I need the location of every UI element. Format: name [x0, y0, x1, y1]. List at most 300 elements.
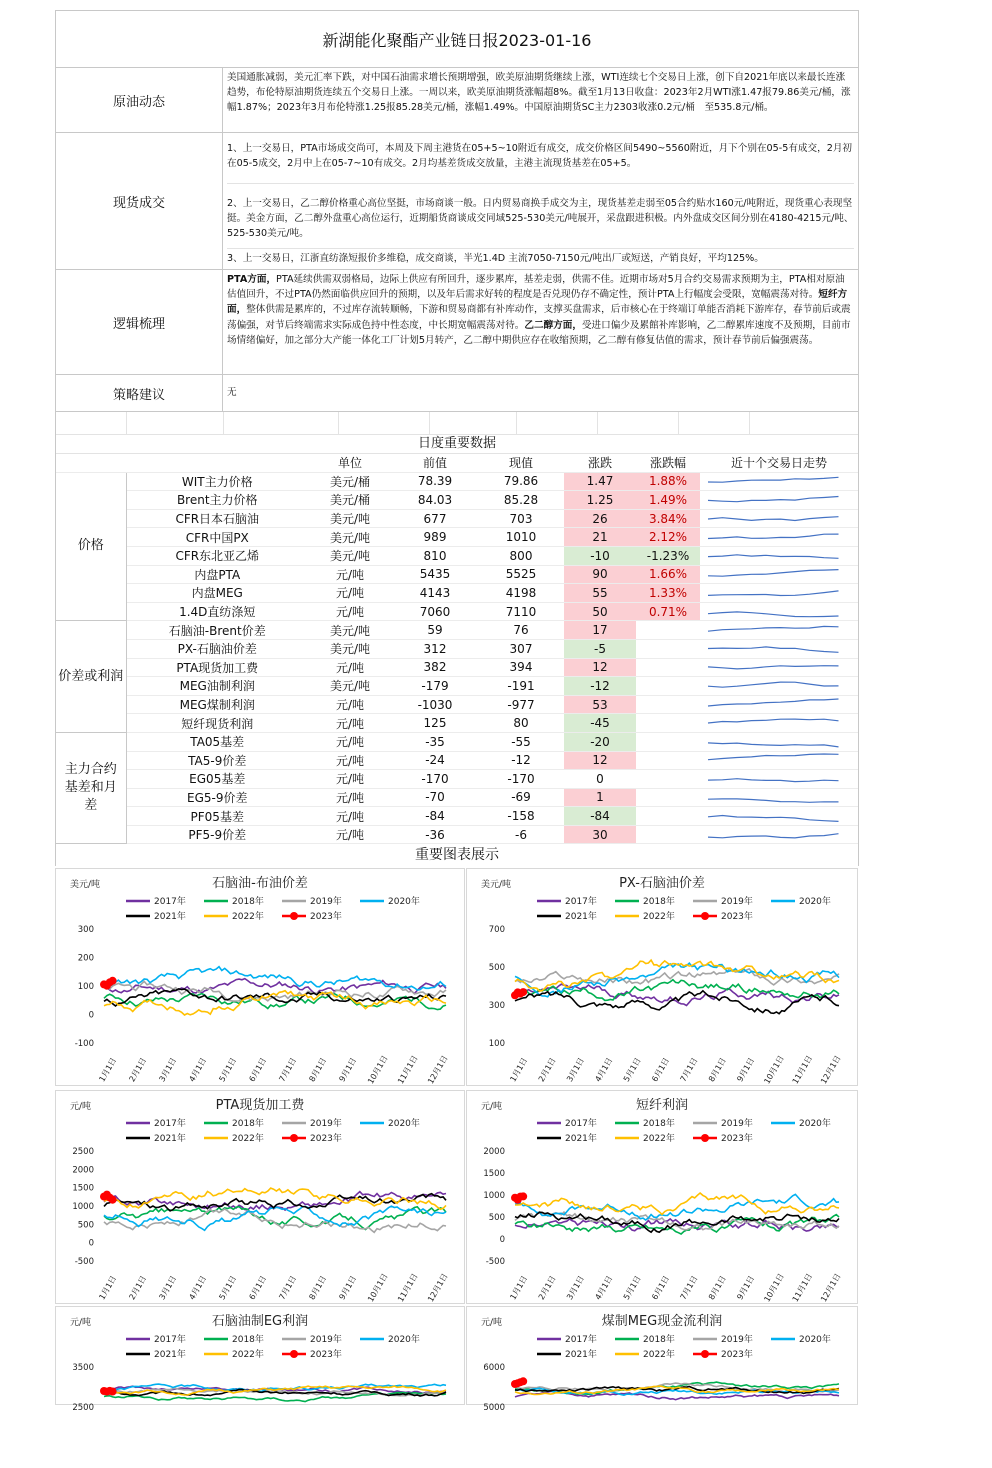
table-row: [56, 639, 858, 658]
sparkline-path: [708, 496, 839, 501]
item-name: EG5-9价差: [126, 788, 308, 807]
y-tick-label: 3500: [72, 1363, 94, 1373]
sparkline-path: [708, 682, 839, 687]
prev-value: 125: [392, 714, 478, 733]
unit-cell: 元/吨: [308, 714, 392, 733]
prev-value: 4143: [392, 584, 478, 603]
y-tick-label: 300: [77, 925, 94, 935]
sparkline-path: [708, 516, 839, 520]
legend-label: 2020年: [799, 1119, 831, 1129]
unit-cell: 元/吨: [308, 602, 392, 621]
chg-value: -20: [564, 732, 636, 751]
legend-marker: [701, 1350, 709, 1358]
x-tick-label: 12月1日: [426, 1053, 450, 1086]
series-point: [109, 1196, 117, 1204]
chg-value: -45: [564, 714, 636, 733]
unit-cell: 元/吨: [308, 788, 392, 807]
table-row: [56, 602, 858, 621]
item-name: PF05基差: [126, 807, 308, 826]
legend-label: 2019年: [721, 1335, 753, 1345]
pct-value: [636, 639, 700, 658]
trend-sparkline: [700, 602, 858, 621]
trend-sparkline: [700, 565, 858, 584]
x-tick-label: 3月1日: [565, 1274, 587, 1302]
legend-label: 2020年: [388, 1119, 420, 1129]
x-tick-label: 8月1日: [307, 1056, 329, 1084]
unit-cell: 美元/吨: [308, 621, 392, 640]
table-row: [56, 491, 858, 510]
table-row: [56, 472, 858, 491]
trend-sparkline: [700, 770, 858, 789]
item-name: WIT主力价格: [126, 472, 308, 491]
trend-sparkline: [700, 546, 858, 565]
section-text: 2、上一交易日，乙二醇价格重心高位坚挺，市场商谈一般。日内贸易商换手成交为主，现货基差走弱至05合约贴水160元/吨附近，现货重心表现坚挺。美金方面，乙二醇外盘重心高位运行，近期船货商谈成交同域525-530美元/吨展开，采盘跟进积极。内外盘成交区间分别在4180-4215元/吨、525-530美元/吨。: [227, 184, 854, 249]
legend-label: 2019年: [721, 897, 753, 907]
legend-label: 2018年: [232, 1335, 264, 1345]
series-line: [515, 984, 839, 1005]
chart-title: PX-石脑油价差: [619, 876, 705, 891]
daily-data-table: [56, 454, 858, 844]
chg-value: 17: [564, 621, 636, 640]
spacer-row: [56, 412, 858, 435]
sparkline-path: [708, 555, 839, 559]
y-tick-label: 100: [488, 1039, 505, 1049]
legend-marker: [290, 1134, 298, 1142]
prev-value: 382: [392, 658, 478, 677]
sparkline-path: [708, 478, 839, 483]
y-tick-label: 1500: [72, 1183, 94, 1194]
item-name: CFR日本石脑油: [126, 509, 308, 528]
x-tick-label: 12月1日: [426, 1271, 450, 1304]
trend-sparkline: [700, 658, 858, 677]
chart-title: PTA现货加工费: [215, 1098, 305, 1113]
x-tick-label: 8月1日: [307, 1274, 329, 1302]
x-tick-label: 8月1日: [706, 1274, 728, 1302]
table-row: [56, 714, 858, 733]
legend-label: 2021年: [565, 912, 597, 922]
cur-value: 76: [478, 621, 564, 640]
pct-value: [636, 825, 700, 844]
chg-value: 90: [564, 565, 636, 584]
series-point: [519, 1377, 527, 1385]
prev-value: -170: [392, 770, 478, 789]
chart-unit: 美元/吨: [70, 880, 101, 890]
legend-label: 2017年: [154, 897, 186, 907]
cur-value: 85.28: [478, 491, 564, 510]
trend-sparkline: [700, 621, 858, 640]
pct-value: 1.66%: [636, 565, 700, 584]
cur-value: -158: [478, 807, 564, 826]
x-tick-label: 7月1日: [277, 1056, 299, 1084]
cur-value: 1010: [478, 528, 564, 547]
item-name: 1.4D直纺涤短: [126, 602, 308, 621]
chart-title: 石脑油-布油价差: [212, 876, 308, 891]
pct-value: 1.49%: [636, 491, 700, 510]
section-logic: [56, 270, 858, 375]
pct-value: 2.12%: [636, 528, 700, 547]
chg-value: -12: [564, 677, 636, 696]
y-tick-label: 0: [88, 1238, 94, 1249]
chart-title: 短纤利润: [635, 1098, 689, 1113]
cur-value: 5525: [478, 565, 564, 584]
prev-value: 7060: [392, 602, 478, 621]
chart-5: [466, 1306, 858, 1413]
legend-label: 2021年: [565, 1350, 597, 1360]
chg-value: -10: [564, 546, 636, 565]
logic-lead: 乙二醇方面，: [524, 319, 582, 331]
table-row: [56, 565, 858, 584]
trend-sparkline: [700, 825, 858, 844]
legend-label: 2021年: [565, 1134, 597, 1144]
legend-label: 2018年: [643, 1335, 675, 1345]
item-name: PTA现货加工费: [126, 658, 308, 677]
charts-title: 重要图表展示: [415, 847, 499, 864]
x-tick-label: 10月1日: [366, 1271, 390, 1304]
x-tick-label: 1月1日: [508, 1274, 530, 1302]
unit-cell: 美元/吨: [308, 528, 392, 547]
legend-label: 2017年: [154, 1335, 186, 1345]
trend-sparkline: [700, 584, 858, 603]
x-tick-label: 7月1日: [678, 1056, 700, 1084]
x-tick-label: 4月1日: [593, 1274, 615, 1302]
chart-0: [55, 868, 465, 1086]
prev-value: 312: [392, 639, 478, 658]
legend-label: 2019年: [310, 1335, 342, 1345]
legend-label: 2023年: [310, 1134, 342, 1144]
item-name: TA05基差: [126, 732, 308, 751]
legend-marker: [290, 1350, 298, 1358]
sparkline-path: [708, 743, 839, 747]
unit-cell: 元/吨: [308, 825, 392, 844]
unit-cell: 元/吨: [308, 751, 392, 770]
section-spot: [56, 133, 858, 270]
header-pct: 涨跌幅: [636, 454, 700, 472]
legend-label: 2022年: [643, 912, 675, 922]
chg-value: 21: [564, 528, 636, 547]
y-tick-label: 1000: [72, 1202, 94, 1212]
pct-value: [636, 788, 700, 807]
x-tick-label: 11月1日: [396, 1271, 420, 1304]
section-text: 无: [227, 387, 237, 399]
x-tick-label: 9月1日: [337, 1056, 359, 1084]
daily-header-row: [56, 454, 858, 472]
y-tick-label: 0: [88, 1010, 94, 1021]
x-tick-label: 7月1日: [678, 1274, 700, 1302]
sparkline-path: [708, 754, 839, 760]
table-row: [56, 658, 858, 677]
legend-label: 2022年: [643, 1134, 675, 1144]
header-trend: 近十个交易日走势: [700, 454, 858, 472]
group-label: 价格: [56, 472, 126, 621]
chart-unit: 元/吨: [70, 1318, 92, 1328]
item-name: PX-石脑油价差: [126, 639, 308, 658]
x-tick-label: 9月1日: [337, 1274, 359, 1302]
x-tick-label: 5月1日: [217, 1056, 239, 1084]
x-tick-label: 2月1日: [127, 1056, 149, 1084]
table-row: [56, 770, 858, 789]
y-tick-label: 2500: [72, 1403, 94, 1413]
legend-label: 2023年: [310, 912, 342, 922]
legend-label: 2020年: [799, 1335, 831, 1345]
x-tick-label: 12月1日: [819, 1271, 843, 1304]
sparkline-path: [708, 627, 839, 632]
x-tick-label: 12月1日: [819, 1053, 843, 1086]
item-name: TA5-9价差: [126, 751, 308, 770]
chart-title: 石脑油制EG利润: [211, 1314, 309, 1329]
table-row: [56, 695, 858, 714]
legend-label: 2017年: [565, 1119, 597, 1129]
cur-value: -12: [478, 751, 564, 770]
x-tick-label: 1月1日: [97, 1274, 119, 1302]
section-strategy: [56, 375, 858, 412]
y-tick-label: 6000: [483, 1363, 505, 1373]
x-tick-label: 2月1日: [536, 1274, 558, 1302]
unit-cell: 元/吨: [308, 807, 392, 826]
pct-value: [636, 658, 700, 677]
legend-label: 2023年: [721, 1134, 753, 1144]
chart-unit: 元/吨: [481, 1102, 503, 1112]
x-tick-label: 6月1日: [650, 1056, 672, 1084]
chg-value: 53: [564, 695, 636, 714]
y-tick-label: -500: [485, 1257, 505, 1267]
trend-sparkline: [700, 807, 858, 826]
y-tick-label: 5000: [483, 1403, 505, 1413]
legend-marker: [701, 912, 709, 920]
x-tick-label: 10月1日: [762, 1053, 786, 1086]
table-row: [56, 584, 858, 603]
x-tick-label: 3月1日: [565, 1056, 587, 1084]
cur-value: 80: [478, 714, 564, 733]
y-tick-label: 100: [77, 982, 94, 992]
x-tick-label: 2月1日: [127, 1274, 149, 1302]
item-name: MEG煤制利润: [126, 695, 308, 714]
x-tick-label: 10月1日: [762, 1271, 786, 1304]
pct-value: [636, 714, 700, 733]
unit-cell: 美元/吨: [308, 677, 392, 696]
y-tick-label: -100: [74, 1039, 94, 1049]
cur-value: 703: [478, 509, 564, 528]
pct-value: [636, 807, 700, 826]
legend-label: 2021年: [154, 1134, 186, 1144]
cur-value: -977: [478, 695, 564, 714]
unit-cell: 美元/桶: [308, 472, 392, 491]
unit-cell: 元/吨: [308, 770, 392, 789]
trend-sparkline: [700, 714, 858, 733]
x-tick-label: 5月1日: [621, 1056, 643, 1084]
cur-value: 800: [478, 546, 564, 565]
section-text: 美国通胀减弱，美元汇率下跌，对中国石油需求增长预期增强，欧美原油期货继续上涨，WTI连续七个交易日上涨，创下自2021年底以来最长连涨趋势，布伦特原油期货连续五个交易日上涨。一周以来，欧美原油期货涨幅超8%。截至1月13日收盘：2023年2月WTI涨1.47报79.86美元/桶，涨幅1.87%；2023年3月布伦特涨1.25报85.28美元/桶，涨幅1.49%。中国原油期货SC主力2303收涨0.2元/桶 至535.8元/桶。: [227, 72, 851, 114]
y-tick-label: 700: [488, 925, 505, 935]
legend-label: 2022年: [232, 1134, 264, 1144]
sparkline-path: [708, 833, 839, 837]
sparkline-path: [708, 666, 839, 669]
x-tick-label: 7月1日: [277, 1274, 299, 1302]
legend-label: 2020年: [799, 897, 831, 907]
x-tick-label: 5月1日: [621, 1274, 643, 1302]
item-name: PF5-9价差: [126, 825, 308, 844]
x-tick-label: 6月1日: [247, 1056, 269, 1084]
legend-label: 2019年: [310, 1119, 342, 1129]
group-label: 主力合约基差和月差: [56, 732, 126, 844]
logic-lead: 短纤方面，: [227, 289, 848, 316]
prev-value: -36: [392, 825, 478, 844]
sparkline-path: [708, 591, 839, 596]
legend-label: 2019年: [310, 897, 342, 907]
y-tick-label: 1500: [483, 1169, 505, 1179]
trend-sparkline: [700, 677, 858, 696]
y-tick-label: 2000: [72, 1165, 94, 1176]
item-name: 短纤现货利润: [126, 714, 308, 733]
section-label: 逻辑梳理: [56, 270, 223, 374]
chart-2: [55, 1090, 465, 1304]
cur-value: -69: [478, 788, 564, 807]
trend-sparkline: [700, 639, 858, 658]
series-point: [519, 988, 527, 996]
pct-value: 0.71%: [636, 602, 700, 621]
x-tick-label: 11月1日: [396, 1053, 420, 1086]
chg-value: 55: [564, 584, 636, 603]
legend-label: 2021年: [154, 912, 186, 922]
legend-label: 2017年: [565, 1335, 597, 1345]
unit-cell: 美元/吨: [308, 546, 392, 565]
trend-sparkline: [700, 528, 858, 547]
legend-label: 2020年: [388, 1335, 420, 1345]
sparkline-path: [708, 570, 839, 577]
legend-label: 2017年: [154, 1119, 186, 1129]
x-tick-label: 6月1日: [650, 1274, 672, 1302]
header-unit: 单位: [308, 454, 392, 472]
x-tick-label: 9月1日: [735, 1274, 757, 1302]
unit-cell: 元/吨: [308, 658, 392, 677]
report-sheet: [55, 10, 859, 866]
pct-value: 3.84%: [636, 509, 700, 528]
cur-value: -6: [478, 825, 564, 844]
unit-cell: 元/吨: [308, 732, 392, 751]
trend-sparkline: [700, 751, 858, 770]
legend-label: 2020年: [388, 897, 420, 907]
legend-label: 2019年: [721, 1119, 753, 1129]
section-label: 现货成交: [56, 133, 223, 269]
legend-marker: [290, 912, 298, 920]
section-label: 策略建议: [56, 375, 223, 411]
prev-value: -84: [392, 807, 478, 826]
header-prev: 前值: [392, 454, 478, 472]
table-row: [56, 825, 858, 844]
prev-value: 84.03: [392, 491, 478, 510]
sparkline-path: [708, 699, 839, 706]
pct-value: [636, 695, 700, 714]
table-row: [56, 546, 858, 565]
legend-label: 2017年: [565, 897, 597, 907]
table-row: [56, 732, 858, 751]
x-tick-label: 4月1日: [187, 1274, 209, 1302]
unit-cell: 元/吨: [308, 565, 392, 584]
item-name: CFR中国PX: [126, 528, 308, 547]
chart-unit: 美元/吨: [481, 880, 512, 890]
x-tick-label: 3月1日: [157, 1274, 179, 1302]
series-point: [519, 1192, 527, 1200]
prev-value: -179: [392, 677, 478, 696]
legend-label: 2021年: [154, 1350, 186, 1360]
pct-value: [636, 621, 700, 640]
section-crude: [56, 68, 858, 133]
x-tick-label: 5月1日: [217, 1274, 239, 1302]
sparkline-path: [708, 779, 839, 782]
sparkline-path: [708, 799, 839, 802]
legend-label: 2018年: [643, 1119, 675, 1129]
table-row: [56, 528, 858, 547]
legend-label: 2023年: [721, 1350, 753, 1360]
x-tick-label: 9月1日: [735, 1056, 757, 1084]
unit-cell: 美元/吨: [308, 509, 392, 528]
y-tick-label: 1000: [483, 1191, 505, 1201]
table-row: [56, 751, 858, 770]
item-name: EG05基差: [126, 770, 308, 789]
legend-label: 2023年: [310, 1350, 342, 1360]
item-name: 石脑油-Brent价差: [126, 621, 308, 640]
x-tick-label: 10月1日: [366, 1053, 390, 1086]
section-label: 原油动态: [56, 68, 223, 132]
legend-label: 2023年: [721, 912, 753, 922]
sparkline-path: [708, 719, 839, 723]
prev-value: -1030: [392, 695, 478, 714]
y-tick-label: 200: [77, 953, 94, 964]
sparkline-path: [708, 534, 839, 538]
series-point: [109, 1388, 117, 1396]
chg-value: 26: [564, 509, 636, 528]
x-tick-label: 3月1日: [157, 1056, 179, 1084]
unit-cell: 元/吨: [308, 695, 392, 714]
chart-4: [55, 1306, 465, 1413]
pct-value: [636, 770, 700, 789]
prev-value: 78.39: [392, 472, 478, 491]
prev-value: 5435: [392, 565, 478, 584]
series-point: [109, 977, 117, 985]
unit-cell: 美元/吨: [308, 639, 392, 658]
legend-label: 2018年: [643, 897, 675, 907]
legend-label: 2022年: [232, 912, 264, 922]
prev-value: 989: [392, 528, 478, 547]
y-tick-label: 0: [499, 1235, 505, 1245]
table-row: [56, 807, 858, 826]
chg-value: 0: [564, 770, 636, 789]
y-tick-label: 500: [488, 1213, 505, 1223]
trend-sparkline: [700, 732, 858, 751]
prev-value: 59: [392, 621, 478, 640]
y-tick-label: -500: [74, 1257, 94, 1267]
item-name: 内盘MEG: [126, 584, 308, 603]
prev-value: -24: [392, 751, 478, 770]
logic-lead: PTA方面，: [227, 274, 277, 285]
trend-sparkline: [700, 472, 858, 491]
y-tick-label: 2000: [483, 1147, 505, 1157]
header-cur: 现值: [478, 454, 564, 472]
sparkline-path: [708, 611, 839, 616]
prev-value: 810: [392, 546, 478, 565]
legend-label: 2022年: [232, 1350, 264, 1360]
legend-label: 2022年: [643, 1350, 675, 1360]
sparkline-path: [708, 647, 839, 652]
chg-value: 1.25: [564, 491, 636, 510]
x-tick-label: 4月1日: [187, 1056, 209, 1084]
pct-value: 1.33%: [636, 584, 700, 603]
trend-sparkline: [700, 788, 858, 807]
chg-value: 30: [564, 825, 636, 844]
x-tick-label: 2月1日: [536, 1056, 558, 1084]
section-text: 3、上一交易日，江浙直纺涤短报价多维稳，成交商谈，半光1.4D 主流7050-7150元/吨出厂或短送，产销良好，平均125%。: [227, 253, 764, 264]
y-tick-label: 500: [77, 1220, 94, 1231]
section-text: PTA方面，PTA延续供需双弱格局，边际上供应有所回升，逐步累库，基差走弱，供需不佳。近期市场对5月合约交易需求预期为主，PTA相对原油估值回升，不过PTA仍然面临供应回升的预期，以及年后需求好转的程度是否兑现仍存不确定性，预计PTA上行幅度会受限，宽幅震荡对待。短纤方面，整体供需是累库的，不过库存流转顺畅，下游和贸易商都有补库动作，支撑买盘需求，后市核心在于终端订单能否消耗下游库存，春节前后或震荡偏强，对节后终端需求实际成色持中性态度，中长期宽幅震荡对待。乙二醇方面，受进口偏少及累館补库影响，乙二醇累库速度不及预期，目前市场情绪偏好，加之部分大产能一体化工厂计划5月转产，乙二醇中期供应存在收缩预期，乙二醇有修复估值的需求，预计春节前后偏强震荡。: [227, 274, 851, 346]
